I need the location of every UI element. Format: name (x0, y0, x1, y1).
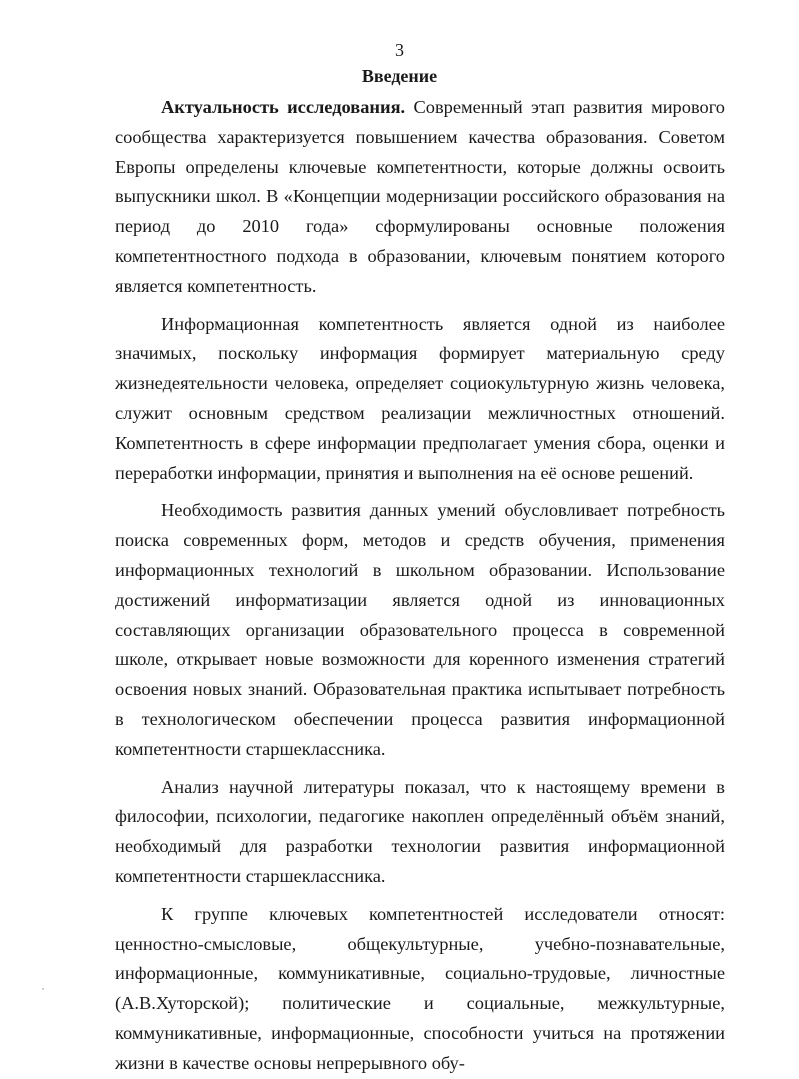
body-text (115, 93, 725, 1079)
paragraph-relevance (115, 93, 725, 302)
paragraph-information-competence: Информационная компетентность является одной из наиболее значимых, поскольку информация формирует материальную среду жизнедеятельности человека, определяет социокультурную жизнь человека, служит основным средством реализации межличностных отношений. Компетентность в сфере информации предполагает умения сбора, оценки и переработки информации, принятия и выполнения на её основе решений. (115, 313, 725, 483)
paragraph-lead: Актуальность исследования. (161, 97, 406, 117)
paragraph-skills-development: Необходимость развития данных умений обусловливает потребность поиска современных форм, методов и средств обучения, применения информационных технологий в школьном образовании. Использование достижений информатизации является одной из инновационных составляющих организации образовательного процесса в современной школе, открывает новые возможности для коренного изменения стратегий освоения новых знаний. Образовательная практика испытывает потребность в технологическом обеспечении процесса развития информационной компетентности старшеклассника. (115, 500, 725, 759)
section-heading: Введение (361, 66, 438, 86)
paragraph-key-competences: К группе ключевых компетентностей исследователи относят: ценностно-смысловые, общекультурные, учебно-познавательные, информационные, коммуникативные, социально-трудовые, личностные (А.В.Хуторской); политические и социальные, межкультурные, коммуникативные, информационные, способности учиться на протяжении жизни в качестве основы непрерывного обу- (115, 903, 725, 1073)
paragraph-text: Современный этап развития мирового сообщества характеризуется повышением качества образования. Советом Европы определены ключевые компетентности, которые должны освоить выпускники школ. В «Концепции модернизации российского образования на период до 2010 года» сформулированы основные положения компетентностного подхода в образовании, ключевым понятием которого является компетентность. (115, 97, 725, 296)
scan-artifact (42, 988, 44, 990)
page-number: 3 (395, 40, 404, 60)
paragraph-literature-analysis: Анализ научной литературы показал, что к настоящему времени в философии, психологии, педагогике накоплен определённый объём знаний, необходимый для разработки технологии развития информационной компетентности старшеклассника. (115, 776, 725, 886)
